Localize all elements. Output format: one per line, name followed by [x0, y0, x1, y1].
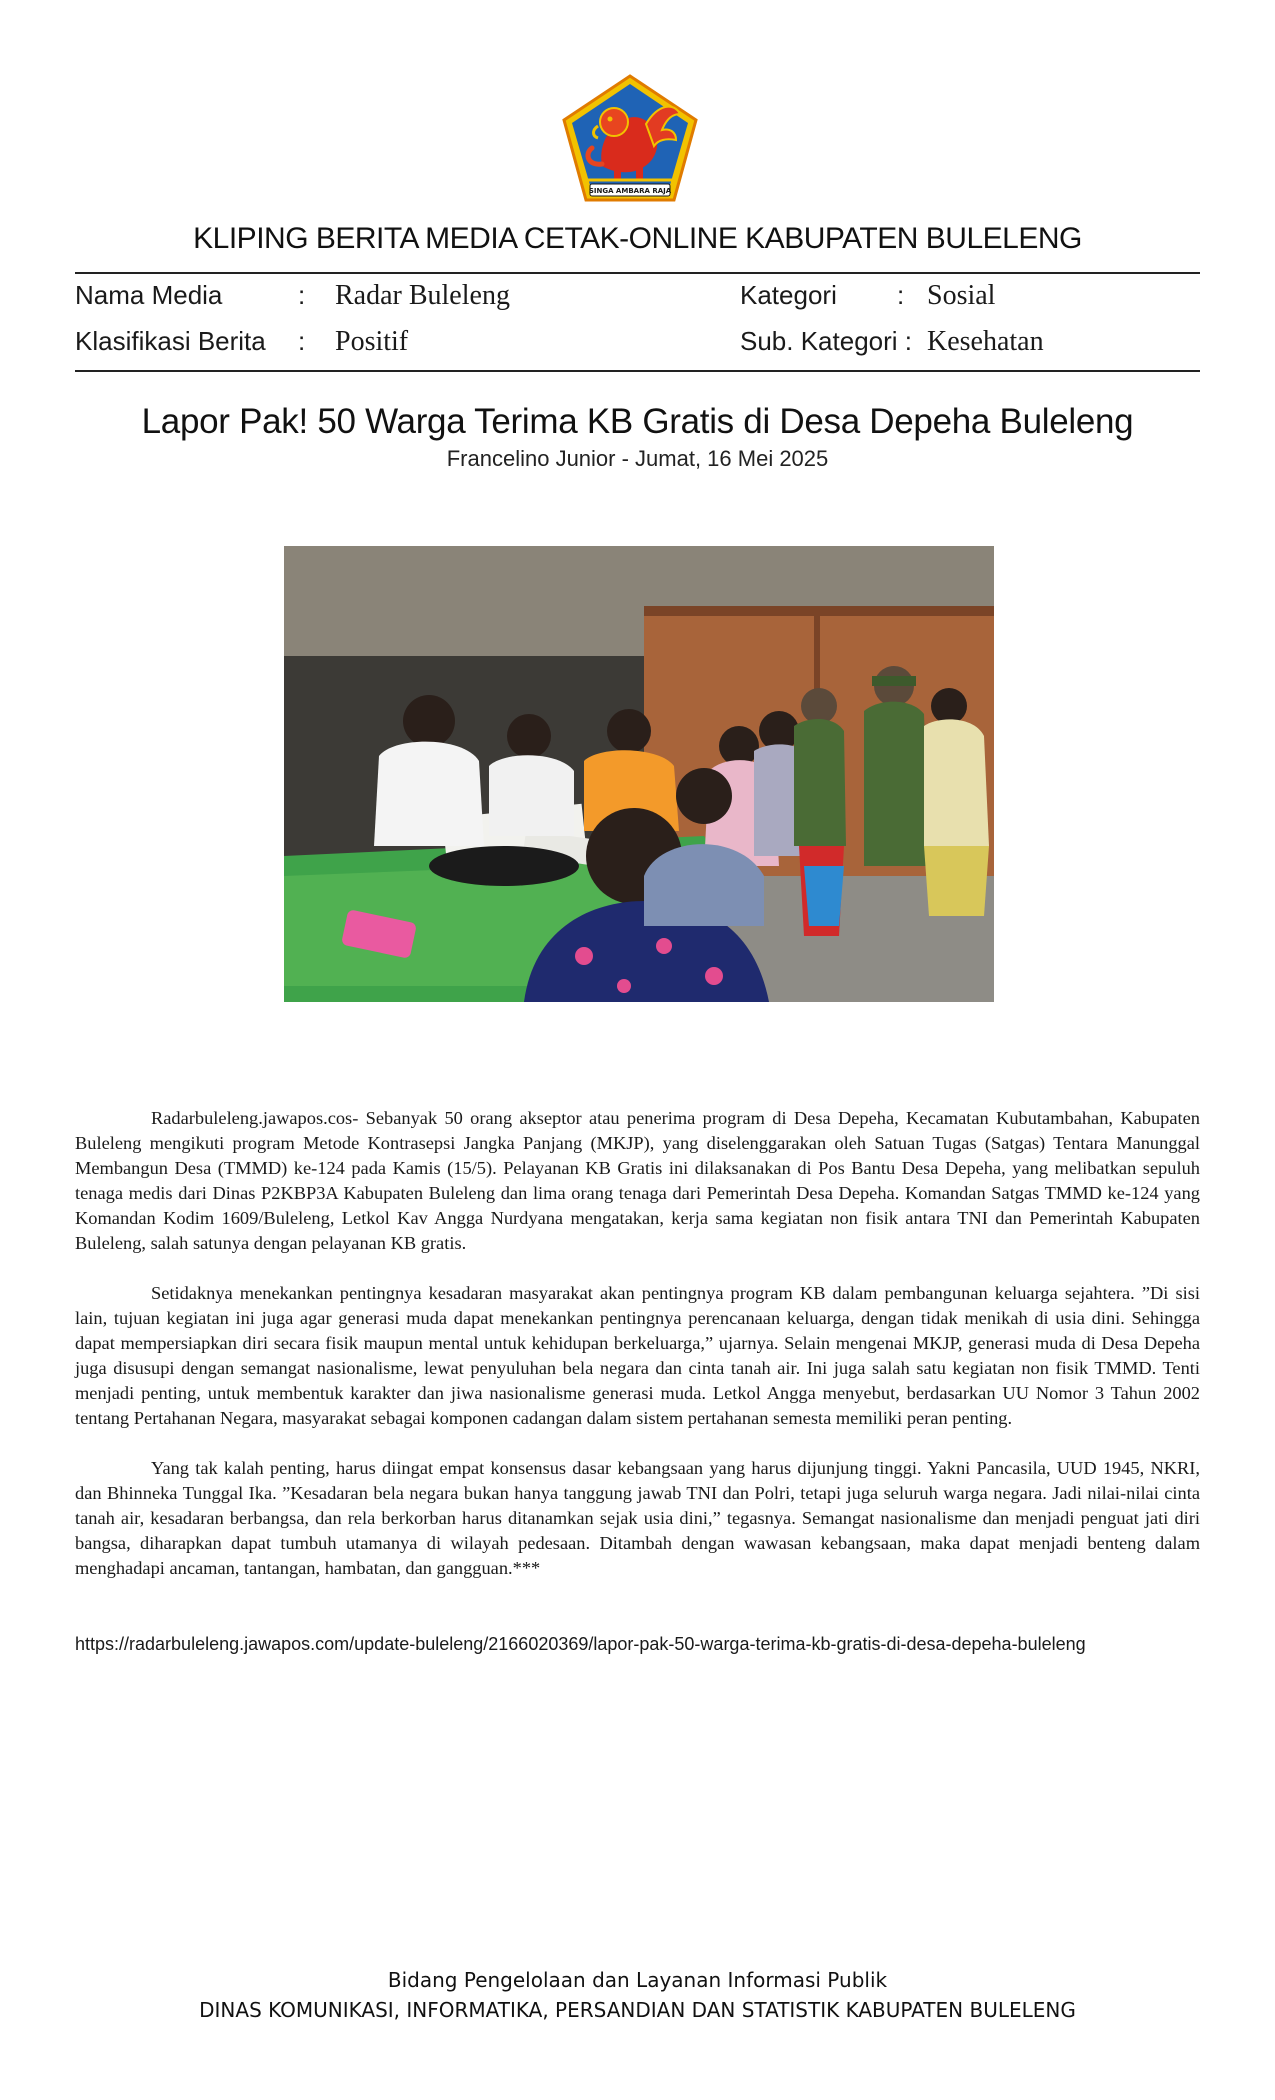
kategori-colon: :	[897, 280, 905, 310]
nama-media-label: Nama Media	[75, 280, 223, 310]
meta-row-klasifikasi	[75, 326, 1200, 366]
meta-row-media	[75, 280, 1200, 320]
article-paragraph-1: Radarbuleleng.jawapos.cos- Sebanyak 50 orang akseptor atau penerima program di Desa Depeha, Kecamatan Kubutambahan, Kabupaten Buleleng mengikuti program Metode Kontrasepsi Jangka Panjang (MKJP), yang diselenggarakan oleh Satuan Tugas (Satgas) Tentara Manunggal Membangun Desa (TMMD) ke-124 pada Kamis (15/5). Pelayanan KB Gratis ini dilaksanakan di Pos Bantu Desa Depeha, yang melibatkan sepuluh tenaga medis dari Dinas P2KBP3A Kabupaten Buleleng dan lima orang tenaga dari Pemerintah Desa Depeha. Komandan Satgas TMMD ke-124 yang Komandan Kodim 1609/Buleleng, Letkol Kav Angga Nurdyana mengatakan, kerja sama kegiatan non fisik antara TNI dan Pemerintah Kabupaten Buleleng, salah satunya dengan pelayanan KB gratis.	[75, 1108, 1200, 1253]
footer-department: Bidang Pengelolaan dan Layanan Informasi Publik	[387, 1968, 888, 1992]
kategori-value: Sosial	[927, 280, 996, 311]
news-photo-icon	[284, 546, 994, 1002]
logo-banner-text: SINGA AMBARA RAJA	[588, 187, 672, 195]
article-byline: Francelino Junior - Jumat, 16 Mei 2025	[446, 446, 829, 471]
sub-kategori-label: Sub. Kategori :	[740, 326, 912, 356]
sub-kategori-value: Kesehatan	[927, 326, 1044, 357]
article-paragraph-2: Setidaknya menekankan pentingnya kesadaran masyarakat akan pentingnya program KB dalam pembangunan keluarga sejahtera. ”Di sisi lain, tujuan kegiatan ini juga agar generasi muda dapat menekankan pentingnya perencanaan keluarga, dengan tidak menikah di usia dini. Sehingga dapat mempersiapkan diri secara fisik maupun mental untuk kehidupan berkeluarga,” ujarnya. Selain mengenai MKJP, generasi muda di Desa Depeha juga disusupi dengan semangat nasionalisme, lewat penyuluhan bela negara dan cinta tanah air. Ini juga salah satu kegiatan non fisik TMMD. Tenti menjadi penting, untuk membentuk karakter dan jiwa nasionalisme generasi muda. Letkol Angga menyebut, berdasarkan UU Nomor 3 Tahun 2002 tentang Pertahanan Negara, masyarakat sebagai komponen cadangan dalam sistem pertahanan semesta memiliki peran penting.	[75, 1283, 1200, 1428]
source-url-link[interactable]: https://radarbuleleng.jawapos.com/update-buleleng/2166020369/lapor-pak-50-warga-terima-kb-gratis-di-desa-depeha-buleleng	[75, 1634, 1086, 1654]
clipping-header-title: KLIPING BERITA MEDIA CETAK-ONLINE KABUPATEN BULELENG	[193, 222, 1082, 255]
klasifikasi-label: Klasifikasi Berita	[75, 326, 266, 356]
nama-media-value: Radar Buleleng	[335, 280, 510, 311]
footer-agency: DINAS KOMUNIKASI, INFORMATIKA, PERSANDIAN DAN STATISTIK KABUPATEN BULELENG	[199, 1998, 1076, 2022]
buleleng-crest-icon	[562, 74, 698, 202]
header-divider-top	[75, 272, 1200, 274]
nama-media-colon: :	[298, 280, 306, 310]
article-paragraph-3: Yang tak kalah penting, harus diingat empat konsensus dasar kebangsaan yang harus dijunjung tinggi. Yakni Pancasila, UUD 1945, NKRI, dan Bhinneka Tunggal Ika. ”Kesadaran bela negara bukan hanya tanggung jawab TNI dan Polri, tetapi juga seluruh warga negara. Jadi nilai-nilai cinta tanah air, kesadaran berbangsa, dan rela berkorban harus ditanamkan sejak usia dini,” tegasnya. Semangat nasionalisme dan menjadi penguat jati diri bangsa, diharapkan dapat tumbuh utamanya di wilayah pedesaan. Ditambah dengan wawasan kebangsaan, maka dapat menjadi benteng dalam menghadapi ancaman, tantangan, hambatan, dan gangguan.***	[75, 1458, 1200, 1578]
article-body	[75, 1106, 1200, 1606]
header-divider-bottom	[75, 370, 1200, 372]
article-title: Lapor Pak! 50 Warga Terima KB Gratis di Desa Depeha Buleleng	[141, 402, 1134, 441]
klasifikasi-value: Positif	[335, 326, 409, 357]
kategori-label: Kategori	[740, 280, 837, 310]
klasifikasi-colon: :	[298, 326, 306, 356]
